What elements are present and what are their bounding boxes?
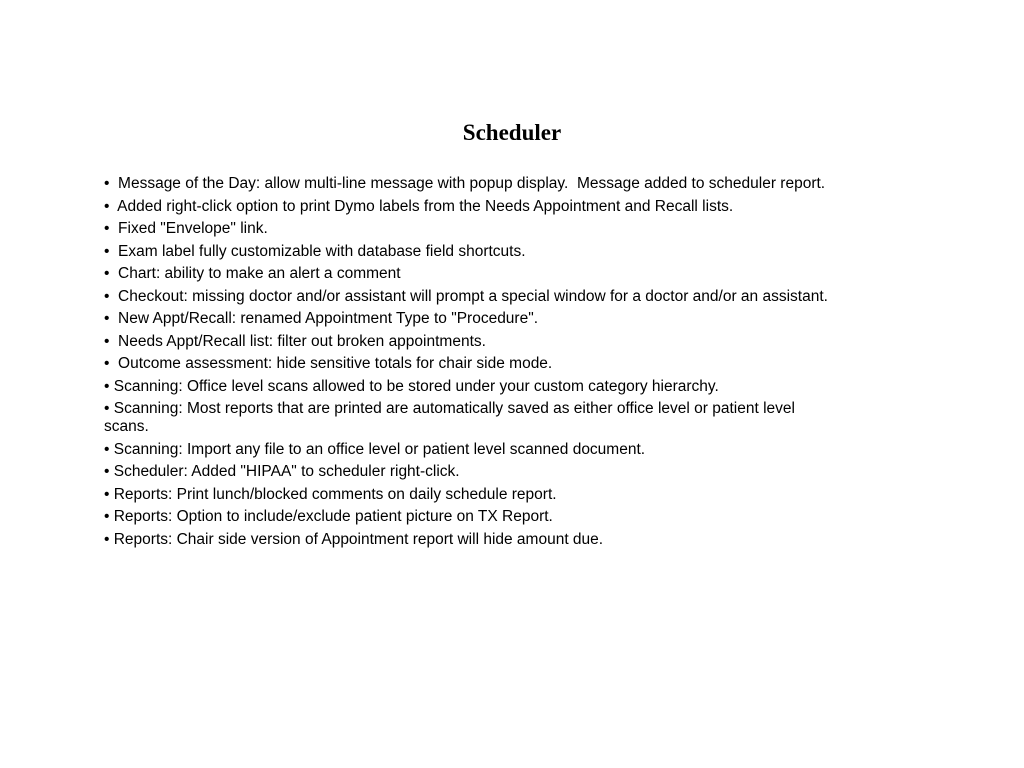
list-item: • Needs Appt/Recall list: filter out broken appointments. [104, 332, 486, 350]
list-item: • New Appt/Recall: renamed Appointment Type to "Procedure". [104, 310, 539, 327]
list-item: • Scanning: Most reports that are printed are automatically saved as either office level or patient level scans. [104, 400, 800, 435]
list-item: • Reports: Print lunch/blocked comments on daily schedule report. [104, 485, 557, 503]
list-item: • Added right-click option to print Dymo labels from the Needs Appointment and Recall lists. [104, 197, 734, 215]
list-item: • Reports: Chair side version of Appointment report will hide amount due. [104, 530, 604, 548]
release-notes-list [104, 175, 834, 553]
list-item: • Outcome assessment: hide sensitive totals for chair side mode. [104, 355, 553, 372]
list-item: • Scheduler: Added "HIPAA" to scheduler right-click. [104, 463, 460, 480]
list-item: • Scanning: Import any file to an office level or patient level scanned document. [104, 440, 646, 458]
list-item: • Message of the Day: allow multi-line message with popup display. Message added to scheduler report. [104, 175, 826, 192]
list-item: • Chart: ability to make an alert a comment [104, 265, 401, 282]
list-item: • Exam label fully customizable with database field shortcuts. [104, 242, 526, 260]
list-item: • Checkout: missing doctor and/or assistant will prompt a special window for a doctor and/or an assistant. [104, 287, 828, 305]
slide-title: Scheduler [462, 120, 562, 145]
list-item: • Reports: Option to include/exclude patient picture on TX Report. [104, 508, 553, 525]
list-item: • Fixed "Envelope" link. [104, 220, 268, 237]
list-item: • Scanning: Office level scans allowed to be stored under your custom category hierarchy. [104, 377, 719, 395]
